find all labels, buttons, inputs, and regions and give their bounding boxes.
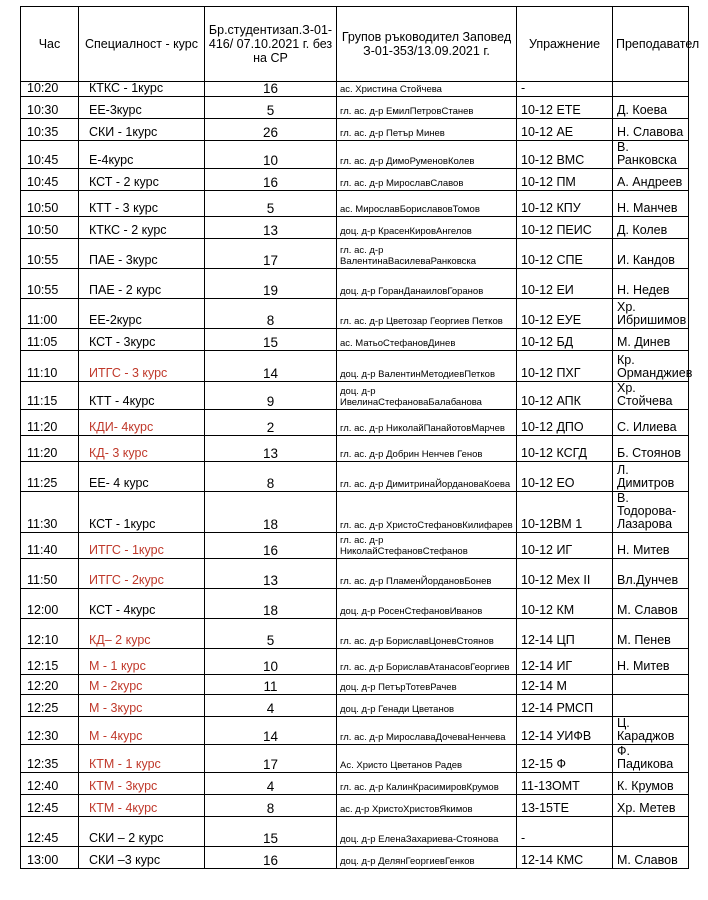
- row-students: 4: [205, 773, 337, 795]
- row-students: 16: [205, 169, 337, 191]
- row-students: 26: [205, 119, 337, 141]
- row-students: 19: [205, 269, 337, 299]
- schedule-table: [20, 6, 700, 869]
- row-teacher: Кр. Орманджиев: [613, 351, 689, 382]
- row-exercise: 10-12 ЕУЕ: [517, 299, 613, 329]
- row-exercise: 10-12 ИГ: [517, 533, 613, 559]
- table-row: [21, 239, 689, 269]
- row-exercise: 10-12 ЕТЕ: [517, 97, 613, 119]
- row-teacher: Хр. Ибришимов: [613, 299, 689, 329]
- row-supervisor: гл. ас. д-р БориславЦоневСтоянов: [337, 619, 517, 649]
- row-exercise: 10-12 АЕ: [517, 119, 613, 141]
- row-specialty: ЕЕ-2курс: [79, 299, 205, 329]
- row-teacher: [613, 817, 689, 847]
- row-time: 11:25: [21, 462, 79, 492]
- row-exercise: 10-12 КПУ: [517, 191, 613, 217]
- table-row: [21, 436, 689, 462]
- table-row: [21, 169, 689, 191]
- row-exercise: 10-12 ПЕИС: [517, 217, 613, 239]
- row-time: 11:20: [21, 410, 79, 436]
- row-teacher: Н. Митев: [613, 649, 689, 675]
- row-exercise: 13-15ТЕ: [517, 795, 613, 817]
- row-teacher: К. Крумов: [613, 773, 689, 795]
- row-supervisor: гл. ас. д-р НиколайСтефановСтефанов: [337, 533, 517, 559]
- row-students: 16: [205, 82, 337, 97]
- row-teacher: А. Андреев: [613, 169, 689, 191]
- row-exercise: 12-14 УИФВ: [517, 717, 613, 745]
- row-exercise: -: [517, 817, 613, 847]
- row-specialty: М - 1 курс: [79, 649, 205, 675]
- table-row: [21, 82, 689, 97]
- row-teacher: Н. Манчев: [613, 191, 689, 217]
- row-exercise: 10-12 КСГД: [517, 436, 613, 462]
- row-time: 10:45: [21, 141, 79, 169]
- row-specialty: ИТГС - 3 курс: [79, 351, 205, 382]
- row-specialty: СКИ - 1курс: [79, 119, 205, 141]
- row-exercise: 10-12 СПЕ: [517, 239, 613, 269]
- row-teacher: Б. Стоянов: [613, 436, 689, 462]
- row-exercise: 12-14 ИГ: [517, 649, 613, 675]
- row-supervisor: доц. д-р ГоранДанаиловГоранов: [337, 269, 517, 299]
- table-row: [21, 745, 689, 773]
- row-students: 13: [205, 436, 337, 462]
- table-row: [21, 649, 689, 675]
- row-teacher: [613, 82, 689, 97]
- row-specialty: КД– 2 курс: [79, 619, 205, 649]
- row-exercise: 10-12 ЕИ: [517, 269, 613, 299]
- row-students: 8: [205, 462, 337, 492]
- row-students: 17: [205, 239, 337, 269]
- row-exercise: 12-14 ЦП: [517, 619, 613, 649]
- table-row: [21, 97, 689, 119]
- row-students: 18: [205, 492, 337, 533]
- row-supervisor: гл. ас. д-р КалинКрасимировКрумов: [337, 773, 517, 795]
- row-exercise: 10-12 ПХГ: [517, 351, 613, 382]
- row-students: 16: [205, 847, 337, 869]
- table-row: [21, 351, 689, 382]
- row-time: 12:15: [21, 649, 79, 675]
- table-row: [21, 619, 689, 649]
- row-specialty: КСТ - 3курс: [79, 329, 205, 351]
- row-time: 11:20: [21, 436, 79, 462]
- row-supervisor: гл. ас. д-р ВалентинаВасилеваРанковска: [337, 239, 517, 269]
- row-time: 12:45: [21, 817, 79, 847]
- row-exercise: 11-13ОМТ: [517, 773, 613, 795]
- row-supervisor: ас. МирославБориславовТомов: [337, 191, 517, 217]
- row-time: 10:50: [21, 217, 79, 239]
- row-supervisor: доц. д-р РосенСтефановИванов: [337, 589, 517, 619]
- row-teacher: Ф. Падикова: [613, 745, 689, 773]
- row-supervisor: гл. ас. д-р Цветозар Георгиев Петков: [337, 299, 517, 329]
- header-time: Час: [21, 7, 79, 82]
- row-specialty: М - 4курс: [79, 717, 205, 745]
- header-students: Бр.студентизап.З-01-416/ 07.10.2021 г. без на СР: [205, 7, 337, 82]
- header-exercise: Упражнение: [517, 7, 613, 82]
- row-supervisor: гл. ас. д-р НиколайПанайотовМарчев: [337, 410, 517, 436]
- row-students: 17: [205, 745, 337, 773]
- row-supervisor: Ас. Христо Цветанов Радев: [337, 745, 517, 773]
- row-teacher: С. Илиева: [613, 410, 689, 436]
- row-teacher: В. Тодорова-Лазарова: [613, 492, 689, 533]
- row-students: 5: [205, 191, 337, 217]
- header-teacher: Преподавател: [613, 7, 689, 82]
- row-specialty: ЕЕ- 4 курс: [79, 462, 205, 492]
- row-time: 10:55: [21, 269, 79, 299]
- table-row: [21, 119, 689, 141]
- row-students: 13: [205, 217, 337, 239]
- row-supervisor: доц. д-р КрасенКировАнгелов: [337, 217, 517, 239]
- row-exercise: 10-12 ПМ: [517, 169, 613, 191]
- row-students: 2: [205, 410, 337, 436]
- row-time: 11:15: [21, 382, 79, 410]
- table-row: [21, 382, 689, 410]
- row-time: 11:00: [21, 299, 79, 329]
- table-row: [21, 717, 689, 745]
- row-time: 10:50: [21, 191, 79, 217]
- row-time: 12:45: [21, 795, 79, 817]
- row-specialty: ЕЕ-3курс: [79, 97, 205, 119]
- row-time: 12:00: [21, 589, 79, 619]
- row-students: 4: [205, 695, 337, 717]
- row-specialty: КТКС - 1курс: [79, 82, 205, 97]
- row-teacher: М. Славов: [613, 847, 689, 869]
- row-specialty: КДИ- 4курс: [79, 410, 205, 436]
- row-time: 12:20: [21, 675, 79, 695]
- table-row: [21, 217, 689, 239]
- row-supervisor: доц. д-р ВалентинМетодиевПетков: [337, 351, 517, 382]
- row-time: 11:10: [21, 351, 79, 382]
- row-supervisor: гл. ас. д-р МирославаДочеваНенчева: [337, 717, 517, 745]
- row-time: 12:25: [21, 695, 79, 717]
- row-students: 11: [205, 675, 337, 695]
- row-time: 12:35: [21, 745, 79, 773]
- row-exercise: 10-12 ВМС: [517, 141, 613, 169]
- row-specialty: КТМ - 3курс: [79, 773, 205, 795]
- row-specialty: КТМ - 1 курс: [79, 745, 205, 773]
- row-exercise: 10-12 АПК: [517, 382, 613, 410]
- table-row: [21, 329, 689, 351]
- row-time: 10:45: [21, 169, 79, 191]
- row-time: 11:30: [21, 492, 79, 533]
- row-specialty: ИТГС - 1курс: [79, 533, 205, 559]
- row-exercise: 10-12ВМ 1: [517, 492, 613, 533]
- table-row: [21, 410, 689, 436]
- schedule-body: [21, 81, 693, 869]
- row-exercise: 12-14 КМС: [517, 847, 613, 869]
- row-specialty: М - 2курс: [79, 675, 205, 695]
- table-row: [21, 492, 689, 533]
- row-teacher: Вл.Дунчев: [613, 559, 689, 589]
- row-time: 10:30: [21, 97, 79, 119]
- row-supervisor: гл. ас. д-р ПламенЙордановБонев: [337, 559, 517, 589]
- row-students: 5: [205, 97, 337, 119]
- row-teacher: И. Кандов: [613, 239, 689, 269]
- row-students: 8: [205, 795, 337, 817]
- row-teacher: Хр. Стойчева: [613, 382, 689, 410]
- row-specialty: СКИ – 2 курс: [79, 817, 205, 847]
- row-specialty: ПАЕ - 2 курс: [79, 269, 205, 299]
- row-supervisor: доц. д-р ИвелинаСтефановаБалабанова: [337, 382, 517, 410]
- row-teacher: В. Ранковска: [613, 141, 689, 169]
- row-supervisor: гл. ас. д-р ДимоРуменовКолев: [337, 141, 517, 169]
- row-teacher: Ц. Караджов: [613, 717, 689, 745]
- row-specialty: КСТ - 2 курс: [79, 169, 205, 191]
- table-row: [21, 675, 689, 695]
- row-supervisor: гл. ас. д-р Добрин Ненчев Генов: [337, 436, 517, 462]
- table-row: [21, 589, 689, 619]
- row-exercise: 10-12 Мех II: [517, 559, 613, 589]
- row-supervisor: гл. ас. д-р ЕмилПетровСтанев: [337, 97, 517, 119]
- row-teacher: Д. Колев: [613, 217, 689, 239]
- row-specialty: КСТ - 1курс: [79, 492, 205, 533]
- row-specialty: КТКС - 2 курс: [79, 217, 205, 239]
- row-supervisor: доц. д-р Генади Цветанов: [337, 695, 517, 717]
- row-teacher: Н. Митев: [613, 533, 689, 559]
- row-specialty: СКИ –3 курс: [79, 847, 205, 869]
- row-students: 8: [205, 299, 337, 329]
- row-teacher: Н. Недев: [613, 269, 689, 299]
- row-students: 10: [205, 649, 337, 675]
- row-exercise: 10-12 БД: [517, 329, 613, 351]
- row-exercise: 12-15 Ф: [517, 745, 613, 773]
- row-time: 10:35: [21, 119, 79, 141]
- row-time: 12:30: [21, 717, 79, 745]
- table-row: [21, 269, 689, 299]
- row-supervisor: ас. МатьоСтефановДинев: [337, 329, 517, 351]
- row-time: 10:20: [21, 82, 79, 97]
- row-supervisor: доц. д-р ПетърТотевРачев: [337, 675, 517, 695]
- row-exercise: -: [517, 82, 613, 97]
- row-supervisor: гл. ас. д-р ДимитринаЙордановаКоева: [337, 462, 517, 492]
- row-time: 12:10: [21, 619, 79, 649]
- row-supervisor: доц. д-р ЕленаЗахариева-Стоянова: [337, 817, 517, 847]
- row-exercise: 10-12 КМ: [517, 589, 613, 619]
- row-students: 15: [205, 817, 337, 847]
- row-teacher: [613, 675, 689, 695]
- row-specialty: КТТ - 3 курс: [79, 191, 205, 217]
- table-row: [21, 695, 689, 717]
- row-specialty: КТМ - 4курс: [79, 795, 205, 817]
- row-time: 10:55: [21, 239, 79, 269]
- row-specialty: Е-4курс: [79, 141, 205, 169]
- row-supervisor: гл. ас. д-р Петър Минев: [337, 119, 517, 141]
- row-time: 11:05: [21, 329, 79, 351]
- table-row: [21, 533, 689, 559]
- row-supervisor: ас. Христина Стойчева: [337, 82, 517, 97]
- row-supervisor: доц. д-р ДелянГеоргиевГенков: [337, 847, 517, 869]
- row-teacher: [613, 695, 689, 717]
- row-specialty: КД- 3 курс: [79, 436, 205, 462]
- header-specialty: Специалност - курс: [79, 7, 205, 82]
- row-time: 13:00: [21, 847, 79, 869]
- row-exercise: 12-14 М: [517, 675, 613, 695]
- row-teacher: М. Динев: [613, 329, 689, 351]
- row-students: 5: [205, 619, 337, 649]
- row-exercise: 10-12 ЕО: [517, 462, 613, 492]
- row-supervisor: гл. ас. д-р ХристоСтефановКилифарев: [337, 492, 517, 533]
- row-exercise: 10-12 ДПО: [517, 410, 613, 436]
- table-row: [21, 847, 689, 869]
- row-students: 13: [205, 559, 337, 589]
- row-specialty: М - 3курс: [79, 695, 205, 717]
- row-specialty: ПАЕ - 3курс: [79, 239, 205, 269]
- row-students: 16: [205, 533, 337, 559]
- table-row: [21, 559, 689, 589]
- table-row: [21, 817, 689, 847]
- row-students: 10: [205, 141, 337, 169]
- row-specialty: ИТГС - 2курс: [79, 559, 205, 589]
- table-row: [21, 773, 689, 795]
- table-row: [21, 299, 689, 329]
- row-supervisor: ас. д-р ХристоХристовЯкимов: [337, 795, 517, 817]
- row-students: 14: [205, 717, 337, 745]
- row-teacher: Хр. Метев: [613, 795, 689, 817]
- table-row: [21, 191, 689, 217]
- row-teacher: Л. Димитров: [613, 462, 689, 492]
- row-students: 9: [205, 382, 337, 410]
- row-time: 12:40: [21, 773, 79, 795]
- header-supervisor: Групов ръководител Заповед З-01-353/13.09.2021 г.: [337, 7, 517, 82]
- row-teacher: М. Славов: [613, 589, 689, 619]
- row-teacher: Д. Коева: [613, 97, 689, 119]
- row-time: 11:40: [21, 533, 79, 559]
- row-specialty: КТТ - 4курс: [79, 382, 205, 410]
- table-row: [21, 462, 689, 492]
- row-students: 15: [205, 329, 337, 351]
- row-specialty: КСТ - 4курс: [79, 589, 205, 619]
- row-teacher: М. Пенев: [613, 619, 689, 649]
- table-row: [21, 795, 689, 817]
- row-students: 14: [205, 351, 337, 382]
- row-supervisor: гл. ас. д-р МирославСлавов: [337, 169, 517, 191]
- row-exercise: 12-14 РМСП: [517, 695, 613, 717]
- row-students: 18: [205, 589, 337, 619]
- row-supervisor: гл. ас. д-р БориславАтанасовГеоргиев: [337, 649, 517, 675]
- row-teacher: Н. Славова: [613, 119, 689, 141]
- table-row: [21, 141, 689, 169]
- row-time: 11:50: [21, 559, 79, 589]
- header-row: [21, 7, 689, 82]
